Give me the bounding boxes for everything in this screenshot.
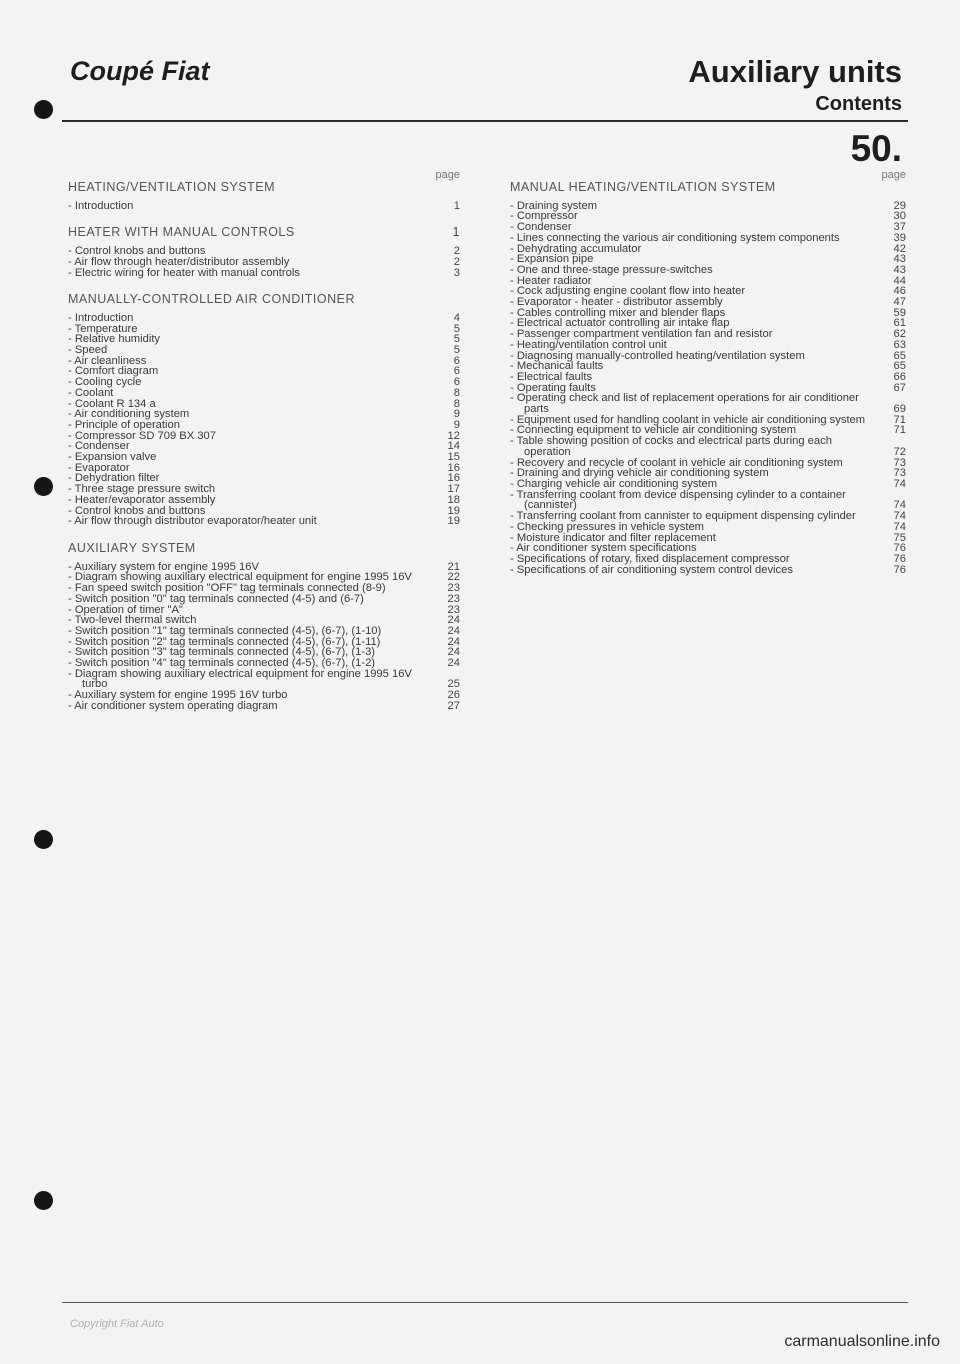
toc-entry-title: - Moisture indicator and filter replacement — [510, 531, 716, 544]
header-rule — [62, 120, 908, 122]
toc-entry-title: - Speed — [68, 344, 108, 357]
toc-entry — [68, 594, 460, 605]
toc-entry-title: - Specifications of rotary, fixed displacement compressor — [510, 552, 790, 565]
toc-entry-page: 5 — [453, 344, 460, 357]
contents-column-right — [510, 170, 906, 575]
toc-entry-title: - Equipment used for handling coolant in vehicle air conditioning system — [510, 413, 866, 426]
toc-entry-page: 39 — [893, 231, 906, 244]
toc-entry-page: 9 — [453, 418, 460, 431]
toc-entry-page: 3 — [453, 266, 460, 279]
toc-entry-page: 22 — [447, 571, 460, 584]
toc-entry-title: - Cooling cycle — [68, 376, 142, 389]
toc-entry-page: 67 — [893, 381, 906, 394]
toc-entry-title: - Connecting equipment to vehicle air conditioning system — [510, 424, 797, 437]
section-heading: MANUAL HEATING/VENTILATION SYSTEM — [510, 180, 776, 194]
toc-entry-page: 43 — [893, 263, 906, 276]
toc-entry-page: 23 — [447, 603, 460, 616]
toc-entry-title: - Passenger compartment ventilation fan and resistor — [510, 328, 773, 341]
toc-entry-page: 27 — [447, 699, 460, 712]
toc-entry-title: - Electric wiring for heater with manual controls — [68, 266, 300, 279]
toc-entry-title: - Compressor — [510, 210, 578, 223]
toc-entry-page: 65 — [893, 360, 906, 373]
toc-entry — [68, 669, 460, 690]
toc-entry-page: 8 — [453, 397, 460, 410]
toc-entry-title: - Control knobs and buttons — [68, 504, 206, 517]
toc-entry-title: - Temperature — [68, 322, 138, 335]
toc-entry-title: - Auxiliary system for engine 1995 16V turbo — [68, 689, 288, 702]
toc-entry-title: - Draining system — [510, 199, 598, 212]
toc-entry-title: - Switch position "2" tag terminals connected (4-5), (6-7), (1-11) — [68, 635, 381, 648]
toc-entry-title: - Air conditioning system — [68, 408, 190, 421]
toc-entry-title: - Switch position "3" tag terminals connected (4-5), (6-7), (1-3) — [68, 646, 376, 659]
toc-entry-title: - Mechanical faults — [510, 360, 604, 373]
toc-entry-page: 47 — [893, 296, 906, 309]
toc-entry-page: 2 — [453, 245, 460, 258]
toc-entry-title: - Control knobs and buttons — [68, 245, 206, 258]
toc-entry-title: - Charging vehicle air conditioning system — [510, 477, 718, 490]
toc-entry-title: - Switch position "1" tag terminals connected (4-5), (6-7), (1-10) — [68, 624, 382, 637]
watermark-text: carmanualsonline.info — [784, 1333, 940, 1350]
page-title: Auxiliary units — [688, 54, 902, 89]
binder-hole-4 — [34, 1191, 53, 1210]
toc-entry-title: - Expansion pipe — [510, 253, 594, 266]
toc-entry-page: 16 — [447, 472, 460, 485]
section-heading-row — [68, 227, 460, 238]
toc-entry-title: - Compressor SD 709 BX 307 — [68, 429, 216, 442]
toc-entry-page: 26 — [447, 689, 460, 702]
section-heading: AUXILIARY SYSTEM — [68, 540, 196, 555]
toc-entry — [68, 516, 460, 527]
toc-entry-title: - Transferring coolant from device dispensing cylinder to a container (cannister) — [510, 488, 846, 512]
toc-entry-title: - Electrical faults — [510, 370, 593, 383]
toc-entry-title: - Two-level thermal switch — [68, 614, 197, 627]
toc-entry — [510, 554, 906, 565]
toc-entry-page: 74 — [893, 499, 906, 512]
toc-entry-page: 69 — [893, 403, 906, 416]
toc-entry-title: - Introduction — [68, 199, 134, 212]
toc-entry-page: 6 — [453, 365, 460, 378]
toc-entry — [68, 701, 460, 712]
page-column-label: page — [435, 169, 460, 181]
toc-entry-title: - Condenser — [510, 221, 572, 234]
toc-entry-page: 74 — [893, 477, 906, 490]
toc-entry-page: 19 — [447, 515, 460, 528]
toc-entry-page: 44 — [893, 274, 906, 287]
toc-entry-page: 24 — [447, 624, 460, 637]
toc-entry-title: - Diagnosing manually-controlled heating/ventilation system — [510, 349, 805, 362]
toc-entry-title: - Dehydration filter — [68, 472, 160, 485]
toc-entry-title: - Introduction — [68, 311, 134, 324]
toc-entry-title: - Recovery and recycle of coolant in vehicle air conditioning system — [510, 456, 843, 469]
toc-entry-page: 76 — [893, 542, 906, 555]
toc-entry-page: 71 — [893, 424, 906, 437]
copyright-text: Copyright Fiat Auto — [70, 1318, 164, 1330]
toc-entry-page: 24 — [447, 646, 460, 659]
toc-entry-page: 65 — [893, 349, 906, 362]
section-number: 50. — [850, 128, 902, 169]
toc-entry-page: 1 — [453, 199, 460, 212]
toc-entry-page: 2 — [453, 255, 460, 268]
toc-entry — [510, 393, 906, 414]
toc-entry-title: - One and three-stage pressure-switches — [510, 263, 713, 276]
toc-entry — [510, 565, 906, 576]
toc-entry-title: - Auxiliary system for engine 1995 16V — [68, 560, 259, 573]
toc-entry-title: - Operating check and list of replacement operations for air conditioner parts — [510, 392, 859, 416]
toc-entry-page: 66 — [893, 370, 906, 383]
toc-entry-title: - Heating/ventilation control unit — [510, 338, 667, 351]
toc-entry-title: - Operation of timer "A" — [68, 603, 183, 616]
toc-entry-page: 73 — [893, 456, 906, 469]
toc-entry-page: 75 — [893, 531, 906, 544]
toc-entry-page: 30 — [893, 210, 906, 223]
toc-entry-page: 5 — [453, 322, 460, 335]
toc-entry-page: 6 — [453, 376, 460, 389]
toc-entry-page: 63 — [893, 338, 906, 351]
toc-entry — [68, 268, 460, 279]
toc-entry-page: 24 — [447, 614, 460, 627]
toc-entry-page: 37 — [893, 221, 906, 234]
binder-hole-1 — [34, 100, 53, 119]
toc-entry-page: 72 — [893, 445, 906, 458]
toc-entry-title: - Principle of operation — [68, 418, 180, 431]
toc-entry-title: - Transferring coolant from cannister to equipment dispensing cylinder — [510, 510, 856, 523]
toc-entry — [68, 495, 460, 506]
toc-entry-title: - Coolant R 134 a — [68, 397, 156, 410]
toc-entry-title: - Table showing position of cocks and electrical parts during each operation — [510, 435, 832, 458]
toc-entry-page: 43 — [893, 253, 906, 266]
toc-entry-title: - Air conditioner system specifications — [510, 542, 697, 555]
toc-entry — [68, 257, 460, 268]
toc-entry-title: - Evaporator — [68, 461, 130, 474]
toc-entry-title: - Air flow through distributor evaporator/heater unit — [68, 515, 317, 528]
toc-entry-title: - Switch position "0" tag terminals connected (4-5) and (6-7) — [68, 592, 364, 605]
toc-entry-title: - Cables controlling mixer and blender flaps — [510, 306, 726, 319]
toc-entry-page: 29 — [893, 199, 906, 212]
toc-entry-page: 23 — [447, 582, 460, 595]
toc-entry-title: - Electrical actuator controlling air intake flap — [510, 317, 730, 330]
toc-entry-title: - Lines connecting the various air conditioning system components — [510, 231, 840, 244]
toc-entry-title: - Heater/evaporator assembly — [68, 493, 216, 506]
toc-entry-page: 14 — [447, 440, 460, 453]
toc-entry-page: 8 — [453, 386, 460, 399]
toc-entry-page: 24 — [447, 657, 460, 670]
page-column-label: page — [881, 169, 906, 181]
toc-entry — [510, 340, 906, 351]
toc-entry-page: 74 — [893, 520, 906, 533]
toc-entry-title: - Checking pressures in vehicle system — [510, 520, 704, 533]
toc-entry-title: - Condenser — [68, 440, 130, 453]
toc-entry-title: - Three stage pressure switch — [68, 483, 216, 496]
toc-entry-page: 76 — [893, 563, 906, 576]
toc-entry-title: - Draining and drying vehicle air conditioning system — [510, 467, 769, 480]
toc-entry — [510, 436, 906, 457]
toc-entry-page: 74 — [893, 510, 906, 523]
toc-entry-title: - Fan speed switch position "OFF" tag terminals connected (8-9) — [68, 582, 386, 595]
toc-entry-title: - Comfort diagram — [68, 365, 159, 378]
toc-entry-page: 62 — [893, 328, 906, 341]
toc-entry-title: - Evaporator - heater - distributor assembly — [510, 296, 723, 309]
toc-entry-page: 9 — [453, 408, 460, 421]
toc-entry-title: - Air flow through heater/distributor assembly — [68, 255, 290, 268]
toc-entry-title: - Air cleanliness — [68, 354, 147, 367]
footer-rule — [62, 1302, 908, 1303]
toc-entry — [510, 522, 906, 533]
toc-entry-page: 19 — [447, 504, 460, 517]
toc-entry-title: - Relative humidity — [68, 333, 161, 346]
toc-entry-page: 25 — [447, 678, 460, 691]
brand-title: Coupé Fiat — [70, 56, 210, 86]
page-subtitle: Contents — [815, 93, 902, 115]
toc-entry-title: - Dehydrating accumulator — [510, 242, 642, 255]
toc-entry — [68, 334, 460, 345]
section-heading: MANUALLY-CONTROLLED AIR CONDITIONER — [68, 292, 355, 307]
toc-entry-page: 15 — [447, 451, 460, 464]
toc-entry-title: - Air conditioner system operating diagram — [68, 699, 278, 712]
toc-entry-page: 21 — [447, 560, 460, 573]
toc-entry-page: 17 — [447, 483, 460, 496]
toc-entry-page: 23 — [447, 592, 460, 605]
toc-entry-title: - Heater radiator — [510, 274, 592, 287]
toc-entry-page: 71 — [893, 413, 906, 426]
toc-entry-page: 24 — [447, 635, 460, 648]
toc-entry-page: 18 — [447, 493, 460, 506]
toc-entry-page: 12 — [447, 429, 460, 442]
binder-hole-2 — [34, 477, 53, 496]
toc-entry-title: - Specifications of air conditioning system control devices — [510, 563, 793, 576]
toc-entry-page: 4 — [453, 311, 460, 324]
binder-hole-3 — [34, 830, 53, 849]
toc-entry — [68, 626, 460, 637]
toc-entry-page: 61 — [893, 317, 906, 330]
toc-entry-title: - Diagram showing auxiliary electrical equipment for engine 1995 16V — [68, 571, 412, 584]
toc-entry-title: - Diagram showing auxiliary electrical equipment for engine 1995 16V turbo — [68, 667, 412, 691]
contents-column-left — [68, 170, 460, 712]
toc-entry — [510, 490, 906, 511]
toc-entry-page: 76 — [893, 552, 906, 565]
toc-entry-page: 59 — [893, 306, 906, 319]
toc-entry-page: 46 — [893, 285, 906, 298]
toc-entry-page: 5 — [453, 333, 460, 346]
toc-entry — [68, 201, 460, 212]
toc-entry-page: 73 — [893, 467, 906, 480]
section-page-number: 1 — [452, 225, 460, 240]
toc-entry-page: 42 — [893, 242, 906, 255]
section-heading: HEATER WITH MANUAL CONTROLS — [68, 225, 295, 240]
toc-entry-title: - Coolant — [68, 386, 114, 399]
toc-entry-title: - Operating faults — [510, 381, 596, 394]
toc-entry-page: 16 — [447, 461, 460, 474]
toc-entry-title: - Expansion valve — [68, 451, 157, 464]
toc-entry — [510, 233, 906, 244]
toc-entry-title: - Cock adjusting engine coolant flow into heater — [510, 285, 746, 298]
toc-entry — [68, 388, 460, 399]
toc-entry-page: 6 — [453, 354, 460, 367]
toc-entry-title: - Switch position "4" tag terminals connected (4-5), (6-7), (1-2) — [68, 657, 376, 670]
toc-entry — [68, 377, 460, 388]
section-heading: HEATING/VENTILATION SYSTEM — [68, 180, 276, 194]
